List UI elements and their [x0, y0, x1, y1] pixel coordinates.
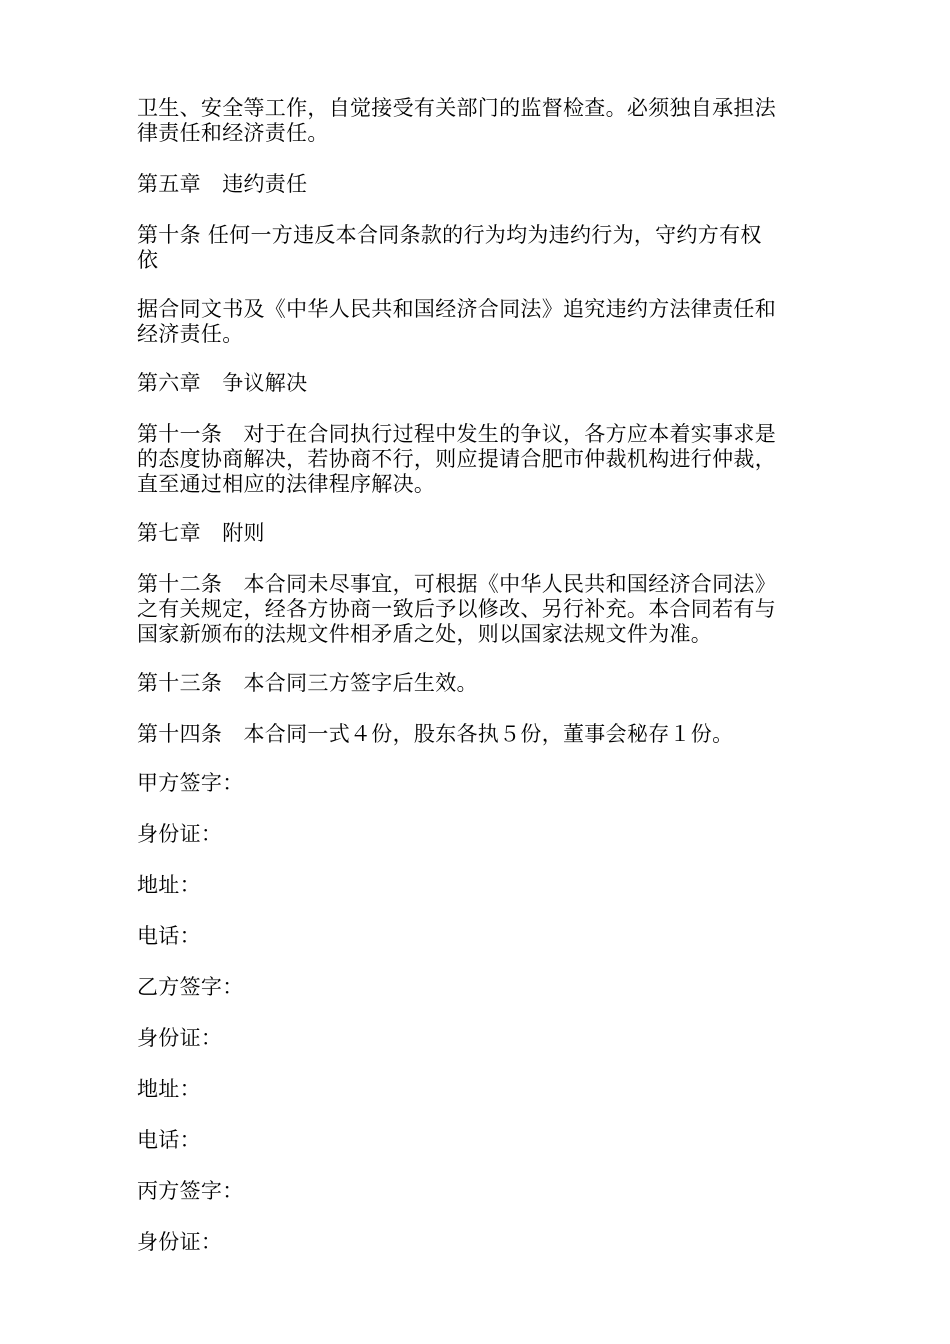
article-10 — [137, 223, 817, 273]
text-line: 第十一条 对于在合同执行过程中发生的争议，各方应本着实事求是 — [137, 422, 776, 446]
text-line: 地址： — [137, 873, 201, 897]
text-line: 甲方签字： — [137, 771, 244, 795]
text-line: 身份证： — [137, 822, 223, 846]
text-line: 第十条 任何一方违反本合同条款的行为均为违约行为，守约方有权 — [137, 223, 762, 247]
text-line: 卫生、安全等工作，自觉接受有关部门的监督检查。必须独自承担法 — [137, 96, 776, 120]
text-line: 丙方签字： — [137, 1179, 244, 1203]
text-line: 的态度协商解决，若协商不行，则应提请合肥市仲裁机构进行仲裁， — [137, 447, 776, 471]
chapter-heading-5 — [137, 172, 817, 197]
text-line: 第十三条 本合同三方签字后生效。 — [137, 671, 478, 695]
text-line: 身份证： — [137, 1026, 223, 1050]
party-a-address — [137, 873, 817, 898]
article-11 — [137, 422, 817, 497]
text-line: 乙方签字： — [137, 975, 244, 999]
text-line: 直至通过相应的法律程序解决。 — [137, 472, 436, 496]
document-page — [137, 96, 817, 1255]
party-b-signature — [137, 975, 817, 1000]
chapter-heading-6 — [137, 371, 817, 396]
chapter-heading-7 — [137, 521, 817, 546]
paragraph-supervision — [137, 96, 817, 146]
article-12 — [137, 572, 817, 647]
party-a-signature — [137, 771, 817, 796]
text-line: 律责任和经济责任。 — [137, 121, 329, 145]
text-line: 电话： — [137, 1128, 201, 1152]
text-line: 第六章 争议解决 — [137, 371, 308, 395]
party-c-signature — [137, 1179, 817, 1204]
party-b-id-card — [137, 1026, 817, 1051]
text-line: 第七章 附则 — [137, 521, 265, 545]
text-line: 地址： — [137, 1077, 201, 1101]
party-b-address — [137, 1077, 817, 1102]
text-line: 国家新颁布的法规文件相矛盾之处，则以国家法规文件为准。 — [137, 622, 713, 646]
party-a-phone — [137, 924, 817, 949]
party-a-id-card — [137, 822, 817, 847]
party-c-id-card — [137, 1230, 817, 1255]
text-line: 第五章 违约责任 — [137, 172, 308, 196]
article-13 — [137, 671, 817, 696]
text-line: 依 — [137, 248, 159, 272]
party-b-phone — [137, 1128, 817, 1153]
text-line: 第十四条 本合同一式４份，股东各执５份，董事会秘存１份。 — [137, 722, 734, 746]
text-line: 据合同文书及《中华人民共和国经济合同法》追究违约方法律责任和 — [137, 297, 776, 321]
text-line: 身份证： — [137, 1230, 223, 1254]
text-line: 电话： — [137, 924, 201, 948]
text-line: 经济责任。 — [137, 322, 244, 346]
text-line: 之有关规定，经各方协商一致后予以修改、另行补充。本合同若有与 — [137, 597, 776, 621]
article-14 — [137, 722, 817, 747]
text-line: 第十二条 本合同未尽事宜，可根据《中华人民共和国经济合同法》 — [137, 572, 776, 596]
article-10-continued — [137, 297, 817, 347]
